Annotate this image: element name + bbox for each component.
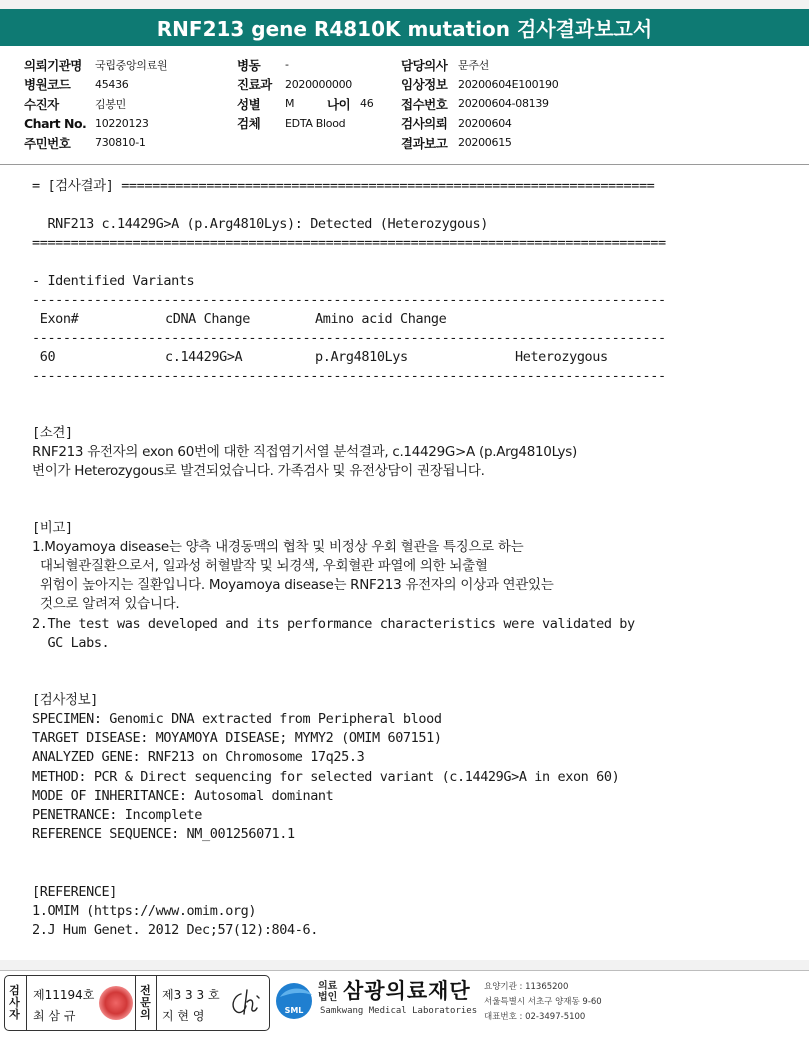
info-label: 검체 xyxy=(237,116,261,132)
info-row-doctor xyxy=(401,55,558,75)
info-label: 병동 xyxy=(237,57,261,73)
org-type-line: 의료 xyxy=(318,981,338,992)
tester-name: 최 삼 규 xyxy=(33,1009,76,1023)
signature-icon xyxy=(227,986,263,1020)
info-label: 의뢰기관명 xyxy=(24,57,82,73)
variant-cdna: c.14429G>A xyxy=(165,349,243,365)
info-label: Chart No. xyxy=(24,115,87,131)
info-row-receipt-no xyxy=(401,94,558,114)
test-info-line: MODE OF INHERITANCE: Autosomal dominant xyxy=(32,788,334,804)
notes-line: 2.The test was developed and its performance characteristics were validated by xyxy=(32,616,635,632)
info-row-hospital-code xyxy=(24,75,167,95)
variants-header-amino: Amino acid Change xyxy=(315,311,447,327)
test-info-line: TARGET DISEASE: MOYAMOYA DISEASE; MYMY2 (OMIM 607151) xyxy=(32,730,442,746)
variants-rule-bottom: ---------------------------------------------------------------------------------- xyxy=(32,368,666,384)
info-label: 병원코드 xyxy=(24,77,71,93)
variants-header-cdna: cDNA Change xyxy=(165,311,251,327)
info-row-specimen xyxy=(237,114,373,134)
org-type xyxy=(318,981,337,1003)
result-separator: ================================================================================== xyxy=(32,235,666,251)
info-value: 20200615 xyxy=(458,136,512,150)
info-column-2 xyxy=(237,55,373,133)
info-row-chart-no xyxy=(24,114,167,134)
institution-code: 요양기관 : 11365200 xyxy=(484,982,569,992)
variants-header-exon: Exon# xyxy=(32,311,79,327)
info-value: 20200604 xyxy=(458,116,512,130)
phone: 대표번호 : 02-3497-5100 xyxy=(484,1012,586,1022)
reference-line: 1.OMIM (https://www.omim.org) xyxy=(32,903,257,919)
info-label: 진료과 xyxy=(237,77,272,93)
info-value: 문주선 xyxy=(458,58,489,72)
info-label: 수진자 xyxy=(24,96,59,112)
info-row-sex-age xyxy=(237,94,373,114)
info-row-request-date xyxy=(401,114,558,134)
info-value: 김봉민 xyxy=(95,97,126,111)
reference-line: 2.J Hum Genet. 2012 Dec;57(12):804-6. xyxy=(32,922,318,938)
test-info-line: METHOD: PCR & Direct sequencing for selected variant (c.14429G>A in exon 60) xyxy=(32,769,620,785)
info-column-3 xyxy=(401,55,558,153)
variants-title: - Identified Variants xyxy=(32,273,195,289)
notes-heading: [비고] xyxy=(32,520,73,536)
patient-info-panel xyxy=(0,46,809,165)
notes-line: 위험이 높아지는 질환입니다. Moyamoya disease는 RNF213 유전자의 이상과 연관있는 xyxy=(32,577,554,593)
info-value: 730810-1 xyxy=(95,136,146,150)
variants-rule-top: ---------------------------------------------------------------------------------- xyxy=(32,292,666,308)
notes-line: 대뇌혈관질환으로서, 일과성 허혈발작 및 뇌경색, 우회혈관 파열에 의한 뇌출혈 xyxy=(32,558,488,574)
info-label: 주민번호 xyxy=(24,135,71,151)
interpretation-line: 변이가 Heterozygous로 발견되었습니다. 가족검사 및 유전상담이 권장됩니다. xyxy=(32,463,485,479)
notes-line: 것으로 알려져 있습니다. xyxy=(32,596,180,612)
info-value: 20200604E100190 xyxy=(458,77,559,91)
info-value: 20200604-08139 xyxy=(458,97,549,111)
tester-label xyxy=(5,976,24,1030)
divider xyxy=(26,976,27,1030)
report-body xyxy=(0,165,809,960)
specialist-name: 지 현 영 xyxy=(162,1009,205,1023)
tester-seal-icon xyxy=(99,986,133,1020)
specialist-label-char: 의 xyxy=(140,1008,151,1021)
info-row-report-date xyxy=(401,133,558,153)
sml-logo-icon xyxy=(272,979,316,1023)
test-info-line: SPECIMEN: Genomic DNA extracted from Peripheral blood xyxy=(32,711,442,727)
specialist-label-char: 문 xyxy=(140,996,151,1009)
test-info-line: REFERENCE SEQUENCE: NM_001256071.1 xyxy=(32,826,295,842)
tester-label-char: 검 xyxy=(9,984,20,997)
info-label: 성별 xyxy=(237,96,261,112)
info-label: 접수번호 xyxy=(401,96,448,112)
info-label: 검사의뢰 xyxy=(401,116,448,132)
info-label: 결과보고 xyxy=(401,135,448,151)
info-row-resident-no xyxy=(24,133,167,153)
divider xyxy=(156,976,157,1030)
info-value: - xyxy=(285,58,289,72)
notes-line: 1.Moyamoya disease는 양측 내경동맥의 협착 및 비정상 우회 혈관을 특징으로 하는 xyxy=(32,539,524,555)
info-label: 담당의사 xyxy=(401,57,448,73)
specialist-label-char: 전 xyxy=(140,984,151,997)
reference-heading: [REFERENCE] xyxy=(32,884,118,900)
info-value: EDTA Blood xyxy=(285,116,346,130)
info-value: 45436 xyxy=(95,77,129,91)
age-label: 나이 xyxy=(327,96,351,112)
info-column-1 xyxy=(24,55,167,153)
info-value: 2020000000 xyxy=(285,77,352,91)
logo-text: SML xyxy=(284,1006,304,1015)
address: 서울특별시 서초구 양재동 9-60 xyxy=(484,997,602,1007)
info-value: 국립중앙의료원 xyxy=(95,58,168,72)
test-info-line: PENETRANCE: Incomplete xyxy=(32,807,203,823)
org-type-line: 법인 xyxy=(318,992,338,1003)
report-title: RNF213 gene R4810K mutation 검사결과보고서 xyxy=(0,9,809,46)
info-value: 10220123 xyxy=(95,116,149,130)
result-line: RNF213 c.14429G>A (p.Arg4810Lys): Detected (Heterozygous) xyxy=(32,216,488,232)
test-info-heading: [검사정보] xyxy=(32,692,99,708)
variant-exon: 60 xyxy=(32,349,56,365)
test-info-line: ANALYZED GENE: RNF213 on Chromosome 17q25.3 xyxy=(32,749,365,765)
info-row-institution xyxy=(24,55,167,75)
info-value: M xyxy=(285,97,295,111)
info-row-department xyxy=(237,75,373,95)
info-row-ward xyxy=(237,55,373,75)
variant-zygosity: Heterozygous xyxy=(515,349,608,365)
org-english-name: Samkwang Medical Laboratories xyxy=(320,1006,478,1016)
org-name: 삼광의료재단 xyxy=(343,979,471,1003)
footer xyxy=(0,970,809,1041)
interpretation-heading: [소견] xyxy=(32,425,73,441)
notes-line: GC Labs. xyxy=(32,635,110,651)
signature-box xyxy=(4,975,270,1031)
age-value: 46 xyxy=(360,97,374,111)
interpretation-line: RNF213 유전자의 exon 60번에 대한 직접염기서열 분석결과, c.14429G>A (p.Arg4810Lys) xyxy=(32,444,577,460)
result-header: = [검사결과] ===================================================================== xyxy=(32,178,655,194)
info-label: 임상정보 xyxy=(401,77,448,93)
specialist-label xyxy=(136,976,155,1030)
variant-amino: p.Arg4810Lys xyxy=(315,349,408,365)
tester-label-char: 자 xyxy=(9,1008,20,1021)
specialist-license-no: 제3 3 3 호 xyxy=(162,988,220,1002)
info-row-clinical-info xyxy=(401,75,558,95)
info-row-patient xyxy=(24,94,167,114)
tester-label-char: 사 xyxy=(9,996,20,1009)
variants-rule-mid: ---------------------------------------------------------------------------------- xyxy=(32,330,666,346)
tester-license-no: 제11194호 xyxy=(33,988,95,1002)
